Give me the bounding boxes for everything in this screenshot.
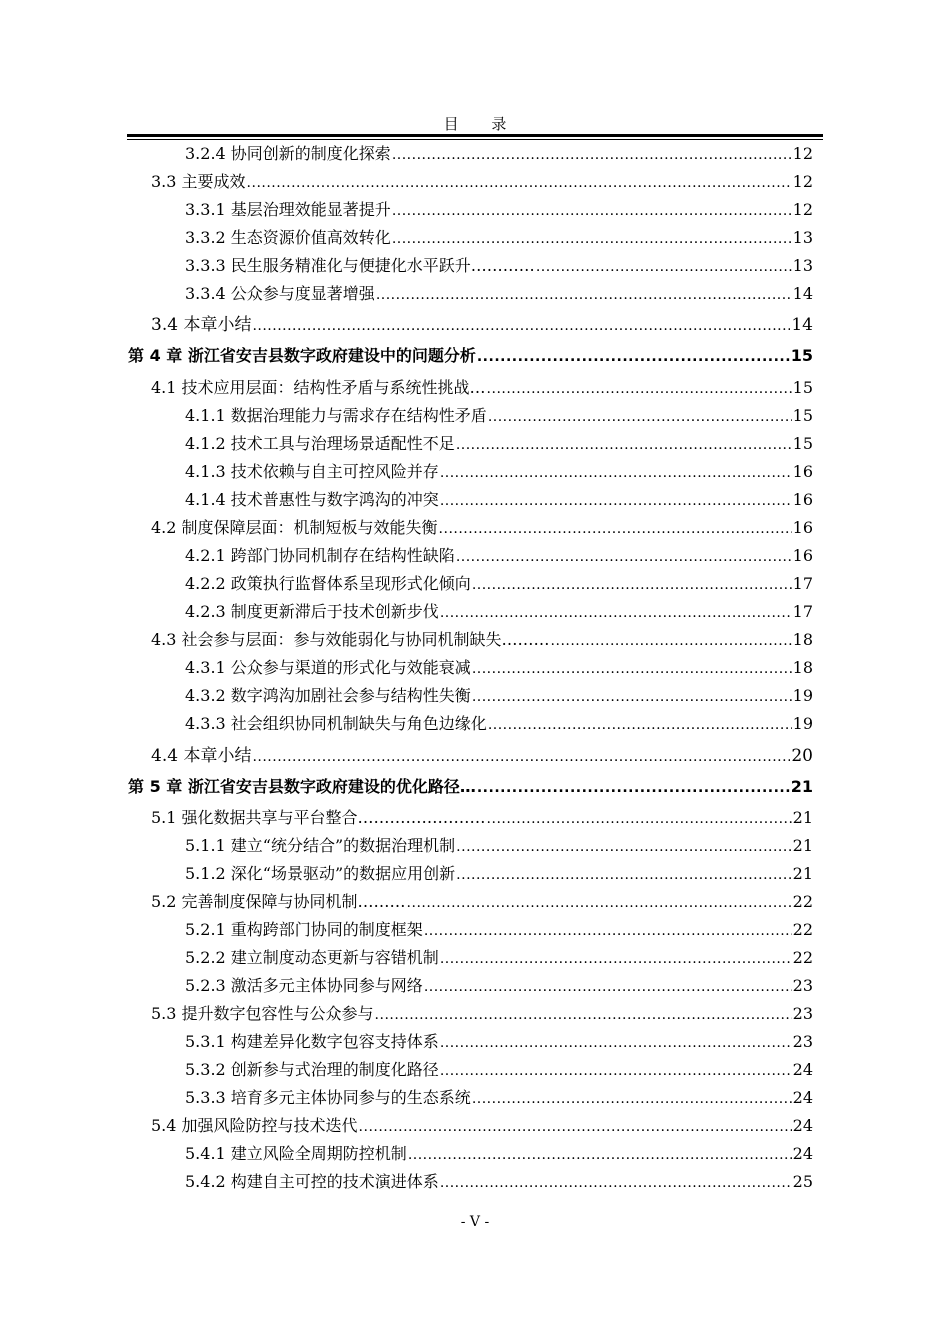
toc-entry-page: 22	[792, 948, 813, 967]
toc-entry-page: 12	[792, 144, 813, 163]
toc-entry-title: 4.2.3 制度更新滞后于技术创新步伐	[185, 602, 439, 621]
toc-dot-leader	[472, 685, 792, 709]
toc-entry[interactable]	[185, 600, 813, 624]
toc-entry[interactable]	[185, 282, 813, 306]
toc-entry-page: 23	[792, 1004, 813, 1023]
toc-entry[interactable]	[128, 344, 813, 368]
toc-entry[interactable]	[128, 775, 813, 799]
toc-entry[interactable]	[185, 974, 813, 998]
toc-dot-leader	[487, 377, 792, 401]
toc-dot-leader	[376, 283, 792, 307]
toc-dot-leader	[424, 975, 792, 999]
toc-entry-title: 4.4 本章小结	[151, 746, 252, 766]
toc-entry[interactable]	[185, 198, 813, 222]
toc-entry-title: 4.2.2 政策执行监督体系呈现形式化倾向	[185, 574, 471, 593]
toc-entry-page: 16	[792, 546, 813, 565]
toc-entry-title: 5.3 提升数字包容性与公众参与	[151, 1004, 374, 1023]
toc-entry-title: 4.3.1 公众参与渠道的形式化与效能衰减	[185, 658, 471, 677]
toc-dot-leader	[424, 919, 792, 943]
toc-entry[interactable]	[185, 918, 813, 942]
toc-entry-page: 17	[792, 602, 813, 621]
toc-entry-page: 18	[792, 630, 813, 649]
toc-entry-title: 5.3.1 构建差异化数字包容支持体系	[185, 1032, 439, 1051]
toc-dot-leader	[440, 601, 792, 625]
toc-dot-leader	[477, 345, 790, 369]
toc-entry-page: 13	[792, 256, 813, 275]
toc-entry-title: 4.2.1 跨部门协同机制存在结构性缺陷	[185, 546, 455, 565]
page-number: - V -	[460, 1214, 490, 1230]
toc-entry[interactable]	[151, 744, 813, 768]
toc-entry-page: 19	[792, 714, 813, 733]
toc-entry-title: 5.1.1 建立“统分结合”的数据治理机制	[185, 836, 456, 855]
toc-entry-page: 24	[792, 1116, 813, 1135]
toc-entry[interactable]	[185, 1058, 813, 1082]
toc-entry-page: 21	[790, 777, 813, 796]
toc-entry-title: 5.3.2 创新参与式治理的制度化路径	[185, 1060, 439, 1079]
toc-entry-title: 4.1.2 技术工具与治理场景适配性不足	[185, 434, 455, 453]
toc-entry-title: 第 5 章 浙江省安吉县数字政府建设的优化路径…	[128, 777, 476, 796]
toc-dot-leader	[439, 517, 792, 541]
toc-dot-leader	[456, 545, 792, 569]
toc-entry-title: 4.3.3 社会组织协同机制缺失与角色边缘化	[185, 714, 487, 733]
toc-dot-leader	[440, 1031, 792, 1055]
toc-entry-title: 4.2 制度保障层面：机制短板与效能失衡	[151, 518, 438, 537]
toc-entry-title: 3.3.3 民生服务精准化与便捷化水平跃升…………	[185, 256, 535, 275]
toc-entry-page: 24	[792, 1060, 813, 1079]
toc-entry-page: 21	[792, 836, 813, 855]
toc-entry-title: 3.3.4 公众参与度显著增强	[185, 284, 375, 303]
toc-entry-page: 16	[792, 462, 813, 481]
toc-entry-title: 3.3.2 生态资源价值高效转化	[185, 228, 391, 247]
toc-entry-page: 24	[792, 1088, 813, 1107]
toc-dot-leader	[472, 657, 792, 681]
toc-entry-page: 13	[792, 228, 813, 247]
toc-entry[interactable]	[185, 544, 813, 568]
toc-dot-leader	[456, 835, 791, 859]
toc-entry-page: 20	[791, 746, 813, 766]
toc-entry[interactable]	[185, 862, 813, 886]
toc-entry-page: 21	[792, 864, 813, 883]
toc-entry-page: 25	[792, 1172, 813, 1191]
toc-entry[interactable]	[151, 1114, 813, 1138]
toc-dot-leader	[440, 1171, 792, 1195]
toc-dot-leader	[488, 713, 792, 737]
toc-entry-title: 5.2.2 建立制度动态更新与容错机制	[185, 948, 439, 967]
toc-entry-title: 5.2.3 激活多元主体协同参与网络	[185, 976, 423, 995]
toc-dot-leader	[487, 807, 792, 831]
toc-entry[interactable]	[185, 432, 813, 456]
toc-entry[interactable]	[151, 1002, 813, 1026]
toc-dot-leader	[440, 1059, 792, 1083]
toc-entry[interactable]	[185, 1086, 813, 1110]
header-rule-thin	[127, 139, 823, 140]
toc-entry-page: 14	[791, 315, 813, 335]
toc-entry-title: 4.1.3 技术依赖与自主可控风险并存	[185, 462, 439, 481]
toc-entry[interactable]	[151, 628, 813, 652]
toc-entry[interactable]	[185, 572, 813, 596]
toc-entry-page: 17	[792, 574, 813, 593]
toc-dot-leader	[472, 1087, 792, 1111]
toc-entry-page: 24	[792, 1144, 813, 1163]
toc-entry-title: 5.4 加强风险防控与技术迭代	[151, 1116, 358, 1135]
toc-entry-title: 5.4.2 构建自主可控的技术演进体系	[185, 1172, 439, 1191]
toc-entry-title: 5.3.3 培育多元主体协同参与的生态系统	[185, 1088, 471, 1107]
toc-entry[interactable]	[185, 946, 813, 970]
toc-dot-leader	[472, 573, 792, 597]
toc-entry-page: 16	[792, 490, 813, 509]
toc-entry-page: 18	[792, 658, 813, 677]
toc-entry[interactable]	[151, 890, 813, 914]
toc-entry-page: 15	[792, 406, 813, 425]
toc-dot-leader	[440, 947, 792, 971]
toc-entry-page: 12	[792, 200, 813, 219]
toc-entry[interactable]	[151, 516, 813, 540]
toc-dot-leader	[247, 171, 792, 195]
toc-entry-page: 22	[792, 920, 813, 939]
toc-entry[interactable]	[185, 226, 813, 250]
toc-dot-leader	[477, 776, 790, 800]
toc-entry[interactable]	[185, 254, 813, 278]
toc-entry-title: 3.4 本章小结	[151, 315, 252, 335]
toc-entry-title: 4.1 技术应用层面：结构性矛盾与系统性挑战…	[151, 378, 486, 397]
toc-dot-leader	[252, 314, 790, 338]
toc-entry-page: 23	[792, 976, 813, 995]
toc-entry[interactable]	[151, 806, 813, 830]
toc-entry-title: 5.1.2 深化“场景驱动”的数据应用创新	[185, 864, 456, 883]
toc-entry[interactable]	[185, 1170, 813, 1194]
toc-entry[interactable]	[151, 170, 813, 194]
toc-dot-leader	[440, 461, 792, 485]
toc-dot-leader	[551, 629, 792, 653]
toc-entry[interactable]	[185, 656, 813, 680]
toc-dot-leader	[359, 1115, 792, 1139]
toc-dot-leader	[456, 863, 791, 887]
toc-entry-page: 23	[792, 1032, 813, 1051]
toc-entry[interactable]	[185, 684, 813, 708]
toc-entry[interactable]	[185, 712, 813, 736]
toc-entry-title: 5.4.1 建立风险全周期防控机制	[185, 1144, 407, 1163]
toc-entry-page: 15	[792, 378, 813, 397]
toc-dot-leader	[408, 1143, 792, 1167]
toc-entry-title: 3.3.1 基层治理效能显著提升	[185, 200, 391, 219]
toc-entry-title: 3.3 主要成效	[151, 172, 246, 191]
header-rule-thick	[127, 134, 823, 137]
toc-entry-title: 3.2.4 协同创新的制度化探索	[185, 144, 391, 163]
toc-dot-leader	[392, 227, 792, 251]
toc-entry-page: 19	[792, 686, 813, 705]
toc-entry-page: 14	[792, 284, 813, 303]
toc-entry-page: 15	[790, 346, 813, 365]
toc-entry-page: 21	[792, 808, 813, 827]
toc-dot-leader	[392, 199, 792, 223]
toc-entry-page: 16	[792, 518, 813, 537]
toc-dot-leader	[375, 1003, 792, 1027]
toc-entry-page: 12	[792, 172, 813, 191]
toc-dot-leader	[456, 433, 792, 457]
toc-entry-title: 4.1.4 技术普惠性与数字鸿沟的冲突	[185, 490, 439, 509]
toc-dot-leader	[536, 255, 792, 279]
toc-dot-leader	[392, 143, 792, 167]
toc-entry[interactable]	[185, 834, 813, 858]
toc-entry[interactable]	[185, 1142, 813, 1166]
toc-entry-title: 5.2 完善制度保障与协同机制………	[151, 892, 406, 911]
toc-entry[interactable]	[185, 1030, 813, 1054]
toc-entry-title: 4.3 社会参与层面：参与效能弱化与协同机制缺失………	[151, 630, 550, 649]
toc-entry-title: 4.3.2 数字鸿沟加剧社会参与结构性失衡	[185, 686, 471, 705]
toc-entry[interactable]	[151, 313, 813, 337]
toc-entry[interactable]	[185, 142, 813, 166]
page-header-title: 目 录	[443, 115, 521, 133]
toc-entry-title: 4.1.1 数据治理能力与需求存在结构性矛盾	[185, 406, 487, 425]
toc-entry[interactable]	[151, 376, 813, 400]
toc-dot-leader	[407, 891, 792, 915]
toc-entry-title: 5.2.1 重构跨部门协同的制度框架	[185, 920, 423, 939]
toc-entry[interactable]	[185, 460, 813, 484]
toc-dot-leader	[440, 489, 792, 513]
toc-entry-title: 5.1 强化数据共享与平台整合……………………	[151, 808, 486, 827]
toc-dot-leader	[488, 405, 792, 429]
toc-entry[interactable]	[185, 488, 813, 512]
toc-entry-title: 第 4 章 浙江省安吉县数字政府建设中的问题分析	[128, 346, 476, 365]
toc-dot-leader	[252, 745, 790, 769]
toc-entry-page: 15	[792, 434, 813, 453]
toc-entry[interactable]	[185, 404, 813, 428]
toc-entry-page: 22	[792, 892, 813, 911]
